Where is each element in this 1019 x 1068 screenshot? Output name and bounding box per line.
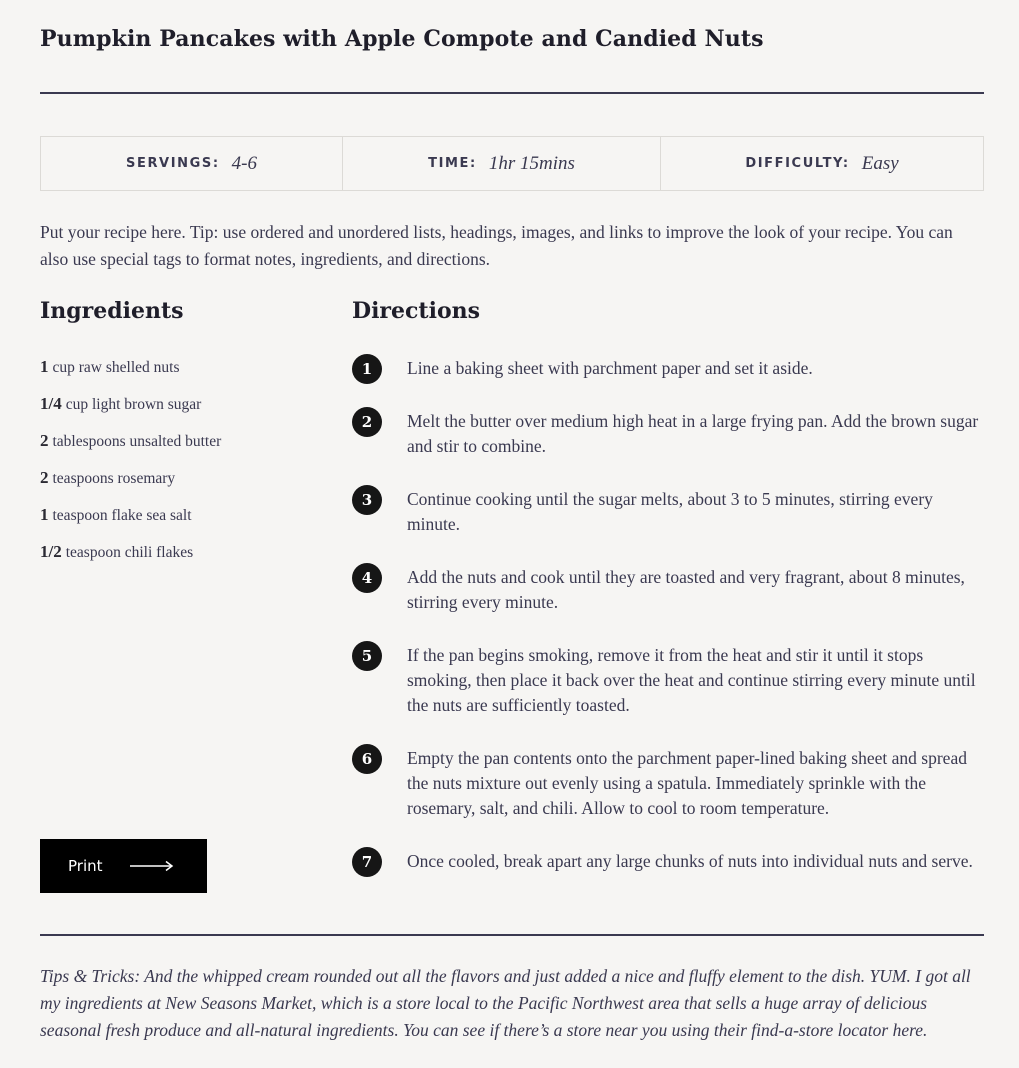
tips-and-tricks: Tips & Tricks: And the whipped cream rounded out all the flavors and just added a nice and fluffy element to the dish. YUM. I got all my ingredients at New Seasons Market, which is a store local to the Pacific Northwest area that sells a huge array of delicious seasonal fresh produce and all-natural ingredients. You can see if there’s a store near you using their find-a-store locator here. [40, 966, 971, 1040]
servings-value: 4-6 [231, 152, 257, 174]
step-text: Line a baking sheet with parchment paper and set it aside. [407, 358, 813, 378]
ingredient-qty: 2 [40, 468, 49, 487]
ingredient-item [40, 357, 221, 394]
ingredient-item [40, 505, 221, 542]
ingredient-qty: 1/4 [40, 394, 62, 413]
print-button[interactable] [40, 839, 207, 893]
time-value: 1hr 15mins [488, 152, 575, 174]
ingredient-text: cup light brown sugar [65, 396, 202, 413]
step-number-badge: 6 [352, 744, 382, 774]
step-text: If the pan begins smoking, remove it from the heat and stir it until it stops smoking, then place it back over the heat and continue stirring every minute until the nuts are sufficiently toasted. [407, 645, 976, 715]
step-number-badge: 2 [352, 407, 382, 437]
step-text: Continue cooking until the sugar melts, about 3 to 5 minutes, stirring every minute. [407, 489, 933, 534]
step-text: Melt the butter over medium high heat in a large frying pan. Add the brown sugar and stir to combine. [407, 411, 979, 456]
difficulty-value: Easy [861, 152, 899, 174]
step-number-badge: 3 [352, 485, 382, 515]
recipe-intro: Put your recipe here. Tip: use ordered and unordered lists, headings, images, and links to improve the look of your recipe. You can also use special tags to format notes, ingredients, and directions. [40, 222, 953, 269]
step-number-badge: 1 [352, 354, 382, 384]
ingredient-qty: 1 [40, 357, 49, 376]
recipe-title: Pumpkin Pancakes with Apple Compote and Candied Nuts [40, 26, 764, 52]
ingredient-text: tablespoons unsalted butter [52, 433, 222, 450]
ingredient-text: teaspoon chili flakes [65, 544, 194, 561]
ingredient-item [40, 468, 221, 505]
step-number-badge: 5 [352, 641, 382, 671]
recipe-meta-bar [40, 136, 984, 191]
title-divider [40, 92, 984, 94]
arrow-right-icon [130, 860, 174, 872]
time-label: TIME: [428, 156, 477, 171]
tips-divider [40, 934, 984, 936]
ingredient-item [40, 431, 221, 468]
ingredient-qty: 1 [40, 505, 49, 524]
step-text: Empty the pan contents onto the parchment paper-lined baking sheet and spread the nuts mixture out evenly using a spatula. Immediately sprinkle with the rosemary, salt, and chili. Allow to cool to room temperature. [407, 748, 967, 818]
servings-label: SERVINGS: [126, 156, 220, 171]
meta-time [343, 137, 661, 190]
ingredient-item [40, 394, 221, 431]
ingredients-list [40, 357, 221, 579]
ingredients-heading: Ingredients [40, 298, 184, 324]
difficulty-label: DIFFICULTY: [745, 156, 850, 171]
print-button-label: Print [68, 857, 103, 875]
meta-servings [41, 137, 343, 190]
step-text: Add the nuts and cook until they are toasted and very fragrant, about 8 minutes, stirring every minute. [407, 567, 965, 612]
ingredient-text: cup raw shelled nuts [52, 359, 180, 376]
directions-heading: Directions [352, 298, 480, 324]
step-number-badge: 4 [352, 563, 382, 593]
step-text: Once cooled, break apart any large chunks of nuts into individual nuts and serve. [407, 851, 973, 871]
meta-difficulty [661, 137, 983, 190]
ingredient-text: teaspoons rosemary [52, 470, 176, 487]
ingredient-qty: 2 [40, 431, 49, 450]
ingredient-item [40, 542, 221, 579]
step-number-badge: 7 [352, 847, 382, 877]
ingredient-qty: 1/2 [40, 542, 62, 561]
ingredient-text: teaspoon flake sea salt [52, 507, 192, 524]
